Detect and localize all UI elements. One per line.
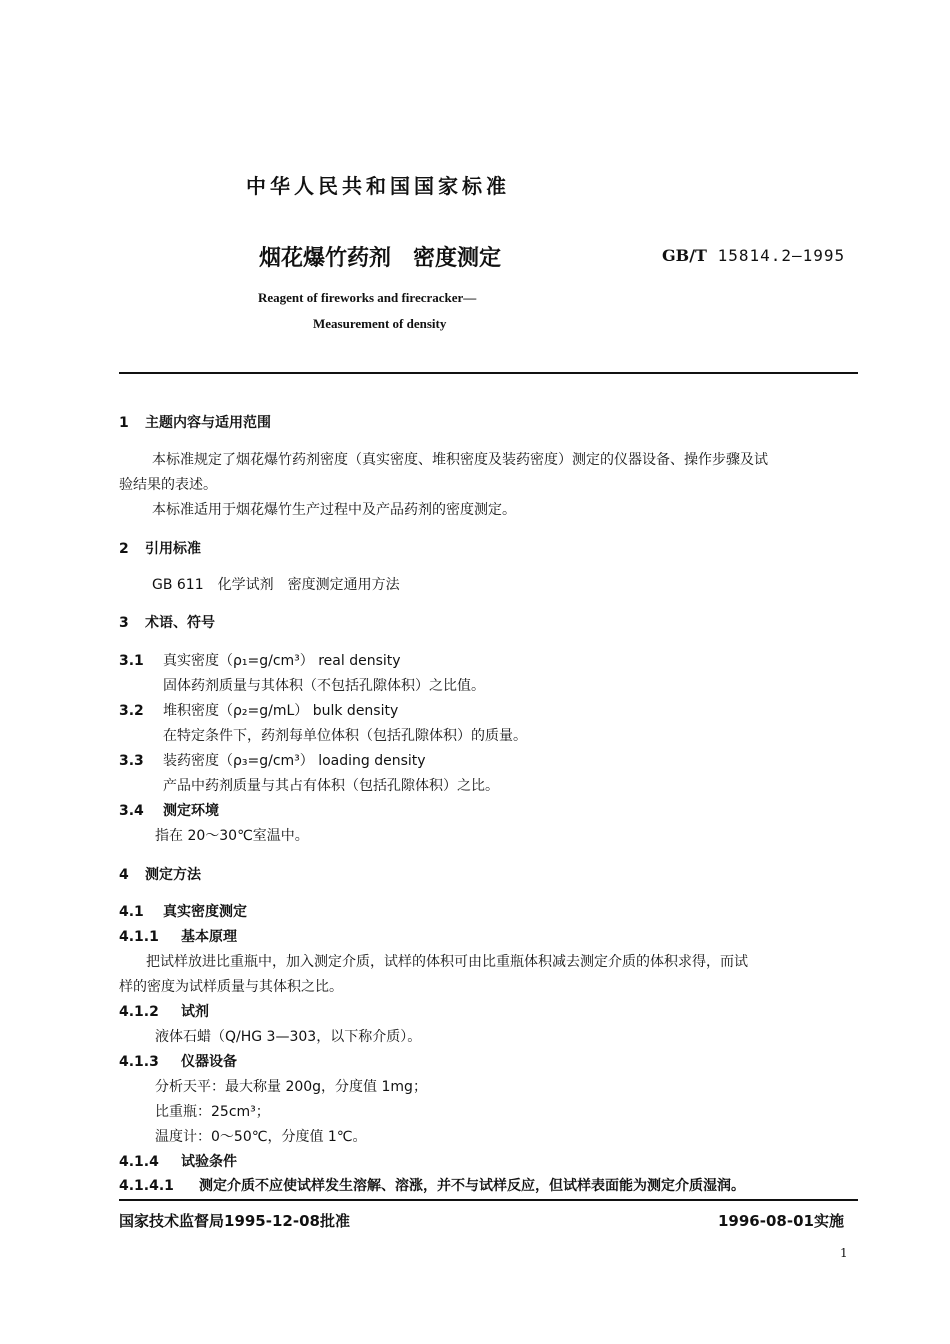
term-title: 测定环境 [163, 803, 219, 819]
section-3-heading [119, 612, 215, 632]
term-title: 堆积密度（ρ₂=g/mL） bulk density [163, 703, 399, 719]
principle-para-b: 样的密度为试样质量与其体积之比。 [119, 979, 343, 995]
test-condition-4-1-4-1 [119, 1175, 745, 1195]
section-number: 3 [119, 615, 129, 631]
section-number: 4 [119, 867, 129, 883]
term-3-4-heading [119, 800, 219, 820]
term-title: 装药密度（ρ₃=g/cm³） loading density [163, 753, 426, 769]
document-title-cn: 烟花爆竹药剂 密度测定 [259, 246, 502, 271]
subsection-number: 4.1.1 [119, 929, 159, 945]
section-1-para-1a: 本标准规定了烟花爆竹药剂密度（真实密度、堆积密度及装药密度）测定的仪器设备、操作步骤及试 [152, 452, 768, 468]
approval-line: 国家技术监督局1995-12-08批准 [119, 1212, 350, 1230]
section-1-para-2: 本标准适用于烟花爆竹生产过程中及产品药剂的密度测定。 [152, 502, 516, 518]
subsection-4-1-4-heading [119, 1151, 237, 1171]
reagent-text: 液体石蜡（Q/HG 3—303，以下称介质）。 [155, 1029, 422, 1045]
page-number: 1 [840, 1246, 848, 1260]
term-3-4-definition: 指在 20～30℃室温中。 [155, 828, 309, 844]
term-number: 3.3 [119, 753, 144, 769]
subsection-4-1-3-heading [119, 1051, 237, 1071]
subsection-title: 试剂 [181, 1004, 209, 1020]
subsection-number: 4.1.2 [119, 1004, 159, 1020]
principle-para-a: 把试样放进比重瓶中，加入测定介质，试样的体积可由比重瓶体积减去测定介质的体积求得，而试 [146, 954, 748, 970]
subsection-4-1-heading [119, 901, 247, 921]
subsection-title: 试验条件 [181, 1154, 237, 1170]
term-number: 3.4 [119, 803, 144, 819]
reference-standard: GB 611 化学试剂 密度测定通用方法 [152, 577, 400, 593]
subsection-title: 基本原理 [181, 929, 237, 945]
clause-text: 测定介质不应使试样发生溶解、溶涨，并不与试样反应，但试样表面能为测定介质湿润。 [199, 1178, 745, 1194]
term-3-1-definition: 固体药剂质量与其体积（不包括孔隙体积）之比值。 [163, 678, 485, 694]
term-3-3-definition: 产品中药剂质量与其占有体积（包括孔隙体积）之比。 [163, 778, 499, 794]
standard-number [662, 246, 845, 265]
term-3-2-heading [119, 700, 398, 720]
section-2-heading [119, 538, 201, 558]
subsection-4-1-2-heading [119, 1001, 209, 1021]
subsection-title: 仪器设备 [181, 1054, 237, 1070]
section-4-heading [119, 864, 201, 884]
section-title: 主题内容与适用范围 [145, 415, 271, 431]
section-title: 术语、符号 [145, 615, 215, 631]
equipment-thermometer: 温度计：0～50℃，分度值 1℃。 [155, 1129, 367, 1145]
subsection-number: 4.1 [119, 904, 144, 920]
term-title: 真实密度（ρ₁=g/cm³） real density [163, 653, 401, 669]
term-number: 3.1 [119, 653, 144, 669]
section-title: 测定方法 [145, 867, 201, 883]
effective-date: 1996-08-01实施 [718, 1212, 844, 1230]
equipment-balance: 分析天平：最大称量 200g，分度值 1mg； [155, 1079, 427, 1095]
term-number: 3.2 [119, 703, 144, 719]
subsection-number: 4.1.3 [119, 1054, 159, 1070]
term-3-3-heading [119, 750, 426, 770]
section-title: 引用标准 [145, 541, 201, 557]
equipment-pycnometer: 比重瓶：25cm³； [155, 1104, 270, 1120]
document-title-en-line2: Measurement of density [313, 316, 447, 331]
section-number: 2 [119, 541, 129, 557]
national-standard-heading: 中华人民共和国国家标准 [246, 174, 510, 198]
footer-divider [119, 1199, 858, 1201]
subsection-title: 真实密度测定 [163, 904, 247, 920]
header-divider [119, 372, 858, 374]
term-3-1-heading [119, 650, 401, 670]
subsection-4-1-1-heading [119, 926, 237, 946]
clause-number: 4.1.4.1 [119, 1178, 174, 1194]
section-1-para-1b: 验结果的表述。 [119, 477, 217, 493]
document-title-en-line1: Reagent of fireworks and firecracker— [258, 290, 477, 305]
section-number: 1 [119, 415, 129, 431]
standard-prefix: GB/T [662, 246, 707, 265]
standard-code: 15814.2—1995 [717, 246, 846, 265]
subsection-number: 4.1.4 [119, 1154, 159, 1170]
term-3-2-definition: 在特定条件下，药剂每单位体积（包括孔隙体积）的质量。 [163, 728, 527, 744]
section-1-heading [119, 412, 271, 432]
